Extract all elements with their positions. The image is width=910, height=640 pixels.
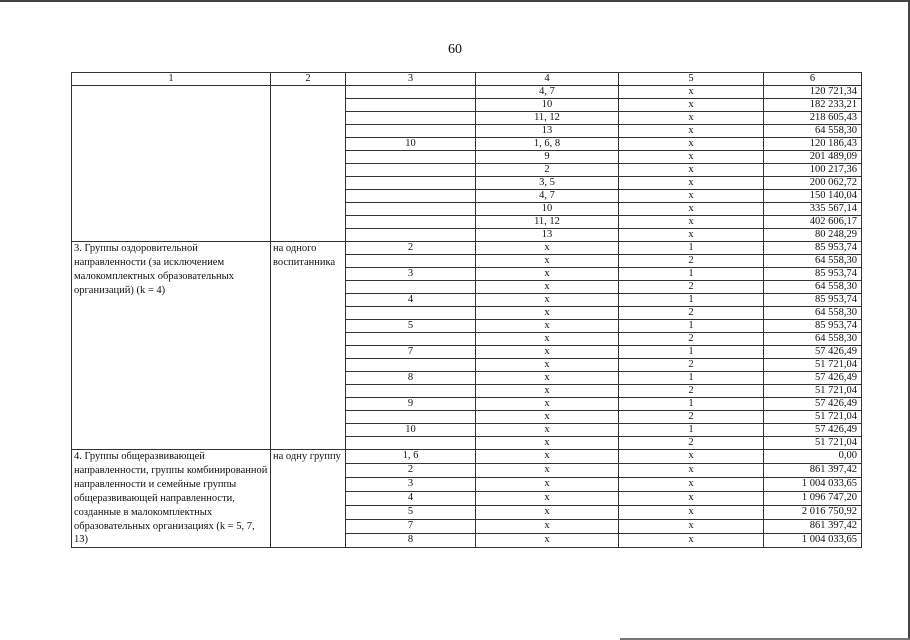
col6-value-cell: 85 953,74 — [764, 320, 862, 333]
col3-cell: 8 — [346, 534, 476, 548]
col6-value-cell: 51 721,04 — [764, 437, 862, 450]
col5-cell: 2 — [619, 359, 764, 372]
col3-cell — [346, 216, 476, 229]
col6-value-cell: 861 397,42 — [764, 464, 862, 478]
col4-cell: x — [476, 255, 619, 268]
col3-cell — [346, 164, 476, 177]
col3-cell — [346, 437, 476, 450]
header-cell: 4 — [476, 73, 619, 86]
col3-cell — [346, 359, 476, 372]
col6-value-cell: 85 953,74 — [764, 268, 862, 281]
table-row — [72, 86, 862, 99]
col6-value-cell: 1 004 033,65 — [764, 534, 862, 548]
col3-cell: 7 — [346, 520, 476, 534]
col6-value-cell: 120 186,43 — [764, 138, 862, 151]
col5-cell: x — [619, 138, 764, 151]
header-cell: 3 — [346, 73, 476, 86]
col4-cell: x — [476, 346, 619, 359]
col4-cell: 13 — [476, 125, 619, 138]
col4-cell: 9 — [476, 151, 619, 164]
col5-cell: x — [619, 86, 764, 99]
col4-cell: x — [476, 372, 619, 385]
col5-cell: 2 — [619, 411, 764, 424]
header-row — [72, 73, 862, 86]
col4-cell: x — [476, 359, 619, 372]
col6-value-cell: 861 397,42 — [764, 520, 862, 534]
col3-cell: 2 — [346, 464, 476, 478]
col5-cell: 1 — [619, 346, 764, 359]
col6-value-cell: 2 016 750,92 — [764, 506, 862, 520]
col5-cell: 1 — [619, 372, 764, 385]
col4-cell: 1, 6, 8 — [476, 138, 619, 151]
col3-cell: 4 — [346, 294, 476, 307]
col6-value-cell: 402 606,17 — [764, 216, 862, 229]
group3-unit-cell: на одного воспитанника — [271, 242, 346, 450]
col6-value-cell: 1 096 747,20 — [764, 492, 862, 506]
col5-cell: x — [619, 534, 764, 548]
col3-cell: 5 — [346, 506, 476, 520]
col5-cell: x — [619, 190, 764, 203]
col3-cell — [346, 255, 476, 268]
col4-cell: x — [476, 492, 619, 506]
col5-cell: x — [619, 151, 764, 164]
col6-value-cell: 100 217,36 — [764, 164, 862, 177]
col6-value-cell: 85 953,74 — [764, 294, 862, 307]
col3-cell: 3 — [346, 268, 476, 281]
col5-cell: 2 — [619, 385, 764, 398]
col3-cell: 10 — [346, 424, 476, 437]
col3-cell: 3 — [346, 478, 476, 492]
col5-cell: x — [619, 164, 764, 177]
col5-cell: x — [619, 99, 764, 112]
col3-cell: 7 — [346, 346, 476, 359]
col6-value-cell: 64 558,30 — [764, 307, 862, 320]
col6-value-cell: 0,00 — [764, 450, 862, 464]
col6-value-cell: 182 233,21 — [764, 99, 862, 112]
col5-cell: x — [619, 464, 764, 478]
tariff-table — [71, 72, 862, 548]
col5-cell: 2 — [619, 281, 764, 294]
col4-cell: x — [476, 281, 619, 294]
col5-cell: 1 — [619, 242, 764, 255]
col4-cell: x — [476, 307, 619, 320]
col5-cell: 2 — [619, 255, 764, 268]
table-row — [72, 450, 862, 464]
col5-cell: x — [619, 520, 764, 534]
col5-cell: x — [619, 229, 764, 242]
col5-cell: 2 — [619, 437, 764, 450]
col6-value-cell: 120 721,34 — [764, 86, 862, 99]
col6-value-cell: 57 426,49 — [764, 424, 862, 437]
col5-cell: x — [619, 492, 764, 506]
col4-cell: 11, 12 — [476, 216, 619, 229]
col3-cell — [346, 281, 476, 294]
col6-value-cell: 64 558,30 — [764, 333, 862, 346]
page-number: 60 — [448, 42, 462, 57]
col5-cell: x — [619, 506, 764, 520]
col5-cell: x — [619, 177, 764, 190]
col6-value-cell: 64 558,30 — [764, 255, 862, 268]
col6-value-cell: 201 489,09 — [764, 151, 862, 164]
col3-cell: 9 — [346, 398, 476, 411]
col6-value-cell: 1 004 033,65 — [764, 478, 862, 492]
col6-value-cell: 200 062,72 — [764, 177, 862, 190]
header-cell: 1 — [72, 73, 271, 86]
col4-cell: x — [476, 424, 619, 437]
col3-cell — [346, 333, 476, 346]
col4-cell: 10 — [476, 203, 619, 216]
col5-cell: x — [619, 125, 764, 138]
col6-value-cell: 57 426,49 — [764, 398, 862, 411]
empty-col2-cell — [271, 86, 346, 242]
col3-cell — [346, 203, 476, 216]
col3-cell — [346, 229, 476, 242]
col3-cell: 10 — [346, 138, 476, 151]
header-cell: 2 — [271, 73, 346, 86]
col4-cell: 3, 5 — [476, 177, 619, 190]
col5-cell: x — [619, 216, 764, 229]
col5-cell: x — [619, 478, 764, 492]
col5-cell: 1 — [619, 398, 764, 411]
col4-cell: x — [476, 320, 619, 333]
col6-value-cell: 80 248,29 — [764, 229, 862, 242]
col4-cell: x — [476, 520, 619, 534]
col3-cell — [346, 411, 476, 424]
col4-cell: x — [476, 464, 619, 478]
col6-value-cell: 64 558,30 — [764, 125, 862, 138]
col6-value-cell: 51 721,04 — [764, 411, 862, 424]
col6-value-cell: 57 426,49 — [764, 346, 862, 359]
col4-cell: 13 — [476, 229, 619, 242]
col3-cell — [346, 99, 476, 112]
col5-cell: x — [619, 112, 764, 125]
col5-cell: 1 — [619, 320, 764, 333]
col4-cell: x — [476, 450, 619, 464]
col3-cell — [346, 307, 476, 320]
col3-cell: 5 — [346, 320, 476, 333]
col4-cell: x — [476, 437, 619, 450]
col6-value-cell: 51 721,04 — [764, 359, 862, 372]
col3-cell — [346, 112, 476, 125]
page-top-edge — [0, 0, 910, 2]
group4-name-cell: 4. Группы общеразвивающей направленности, группы комбинированной направленности и семейные группы общеразвивающей направленности, созданные в малокомплектных образовательных организациях (k = 5, 7, 13) — [72, 450, 271, 548]
col6-value-cell: 64 558,30 — [764, 281, 862, 294]
col5-cell: x — [619, 450, 764, 464]
col5-cell: 1 — [619, 294, 764, 307]
header-cell: 6 — [764, 73, 862, 86]
col4-cell: x — [476, 268, 619, 281]
table-body — [72, 73, 862, 548]
col4-cell: 2 — [476, 164, 619, 177]
col5-cell: x — [619, 203, 764, 216]
col4-cell: x — [476, 411, 619, 424]
col5-cell: 2 — [619, 333, 764, 346]
col4-cell: x — [476, 534, 619, 548]
header-cell: 5 — [619, 73, 764, 86]
col4-cell: 11, 12 — [476, 112, 619, 125]
col6-value-cell: 150 140,04 — [764, 190, 862, 203]
col4-cell: 4, 7 — [476, 86, 619, 99]
col3-cell — [346, 125, 476, 138]
col6-value-cell: 85 953,74 — [764, 242, 862, 255]
group4-unit-cell: на одну группу — [271, 450, 346, 548]
col4-cell: x — [476, 294, 619, 307]
col6-value-cell: 51 721,04 — [764, 385, 862, 398]
col6-value-cell: 57 426,49 — [764, 372, 862, 385]
col3-cell: 1, 6 — [346, 450, 476, 464]
col3-cell — [346, 86, 476, 99]
col4-cell: x — [476, 506, 619, 520]
col4-cell: x — [476, 242, 619, 255]
col3-cell — [346, 385, 476, 398]
col4-cell: x — [476, 478, 619, 492]
empty-col1-cell — [72, 86, 271, 242]
col3-cell: 4 — [346, 492, 476, 506]
col5-cell: 1 — [619, 268, 764, 281]
col4-cell: x — [476, 398, 619, 411]
col4-cell: x — [476, 385, 619, 398]
col4-cell: x — [476, 333, 619, 346]
group3-name-cell: 3. Группы оздоровительной направленности (за исключением малокомплектных образовательных организаций) (k = 4) — [72, 242, 271, 450]
col3-cell — [346, 151, 476, 164]
col6-value-cell: 218 605,43 — [764, 112, 862, 125]
col4-cell: 4, 7 — [476, 190, 619, 203]
col4-cell: 10 — [476, 99, 619, 112]
col3-cell: 2 — [346, 242, 476, 255]
col5-cell: 1 — [619, 424, 764, 437]
col5-cell: 2 — [619, 307, 764, 320]
table-row — [72, 242, 862, 255]
col6-value-cell: 335 567,14 — [764, 203, 862, 216]
col3-cell: 8 — [346, 372, 476, 385]
col3-cell — [346, 177, 476, 190]
col3-cell — [346, 190, 476, 203]
